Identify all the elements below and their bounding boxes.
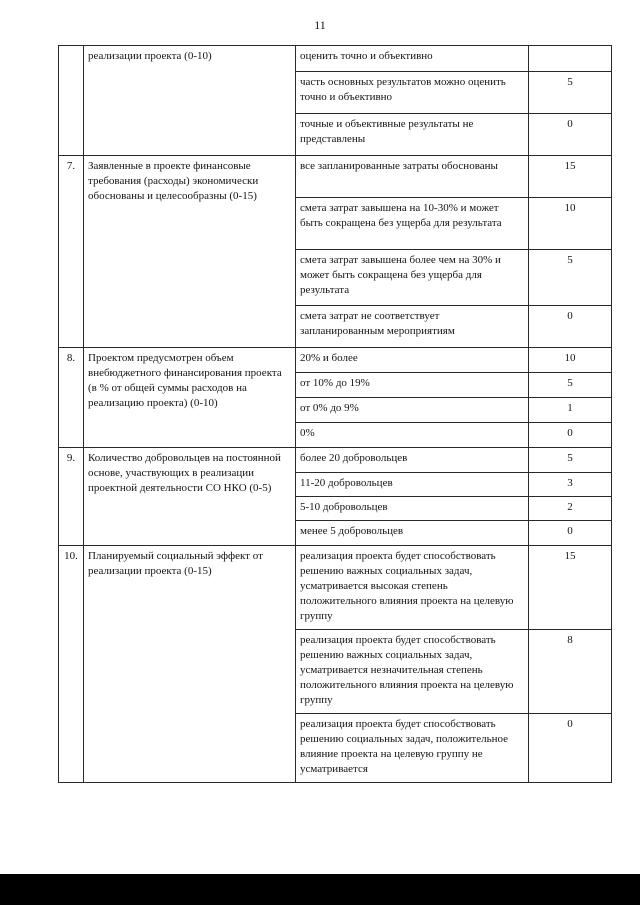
option-text: 0% [296,423,529,448]
criterion-number: 7. [59,156,84,348]
criterion-number: 10. [59,546,84,783]
criterion-title: Количество добровольцев на постоянной основе, участвующих в реализации проектной деятельности СО НКО (0-5) [84,448,296,546]
table-row [59,546,612,630]
option-points: 0 [529,521,612,546]
option-points: 5 [529,373,612,398]
table-row [59,448,612,473]
option-text: часть основных результатов можно оценить точно и объективно [296,72,529,114]
criterion-title: Заявленные в проекте финансовые требования (расходы) экономически обоснованы и целесообразны (0-15) [84,156,296,348]
option-text: реализация проекта будет способствовать решению важных социальных задач, усматривается высокая степень положительного влияния проекта на целевую группу [296,546,529,630]
option-text: 5-10 добровольцев [296,497,529,521]
option-points: 5 [529,72,612,114]
option-points: 1 [529,398,612,423]
option-text: более 20 добровольцев [296,448,529,473]
table-row [59,348,612,373]
option-points [529,46,612,72]
option-text: 20% и более [296,348,529,373]
option-points: 15 [529,156,612,198]
option-text: 11-20 добровольцев [296,473,529,497]
criteria-table [58,45,612,783]
page-number: 11 [314,18,326,32]
criterion-title: Проектом предусмотрен объем внебюджетного финансирования проекта (в % от общей суммы расходов на реализацию проекта) (0-10) [84,348,296,448]
option-text: смета затрат завышена более чем на 30% и может быть сокращена без ущерба для результата [296,250,529,306]
criterion-title: Планируемый социальный эффект от реализации проекта (0-15) [84,546,296,783]
option-points: 8 [529,630,612,714]
option-text: от 10% до 19% [296,373,529,398]
option-text: смета затрат завышена на 10-30% и может быть сокращена без ущерба для результата [296,198,529,250]
criterion-title: реализации проекта (0-10) [84,46,296,156]
option-text: от 0% до 9% [296,398,529,423]
option-points: 0 [529,306,612,348]
option-points: 2 [529,497,612,521]
option-points: 0 [529,714,612,783]
option-text: менее 5 добровольцев [296,521,529,546]
option-text: оценить точно и объективно [296,46,529,72]
scan-bottom-bar [0,874,640,905]
table-row [59,156,612,198]
criterion-number: 8. [59,348,84,448]
option-points: 0 [529,114,612,156]
option-points: 0 [529,423,612,448]
option-points: 15 [529,546,612,630]
table-row [59,46,612,72]
option-text: все запланированные затраты обоснованы [296,156,529,198]
option-points: 3 [529,473,612,497]
option-points: 10 [529,348,612,373]
criterion-number: 9. [59,448,84,546]
option-text: точные и объективные результаты не представлены [296,114,529,156]
option-points: 5 [529,250,612,306]
option-points: 5 [529,448,612,473]
option-text: реализация проекта будет способствовать решению важных социальных задач, усматривается незначительная степень положительного влияния проекта на целевую группу [296,630,529,714]
option-text: смета затрат не соответствует запланированным мероприятиям [296,306,529,348]
criterion-number [59,46,84,156]
criteria-sheet [58,45,611,783]
option-text: реализация проекта будет способствовать решению социальных задач, положительное влияние проекта на целевую группу не усматривается [296,714,529,783]
option-points: 10 [529,198,612,250]
